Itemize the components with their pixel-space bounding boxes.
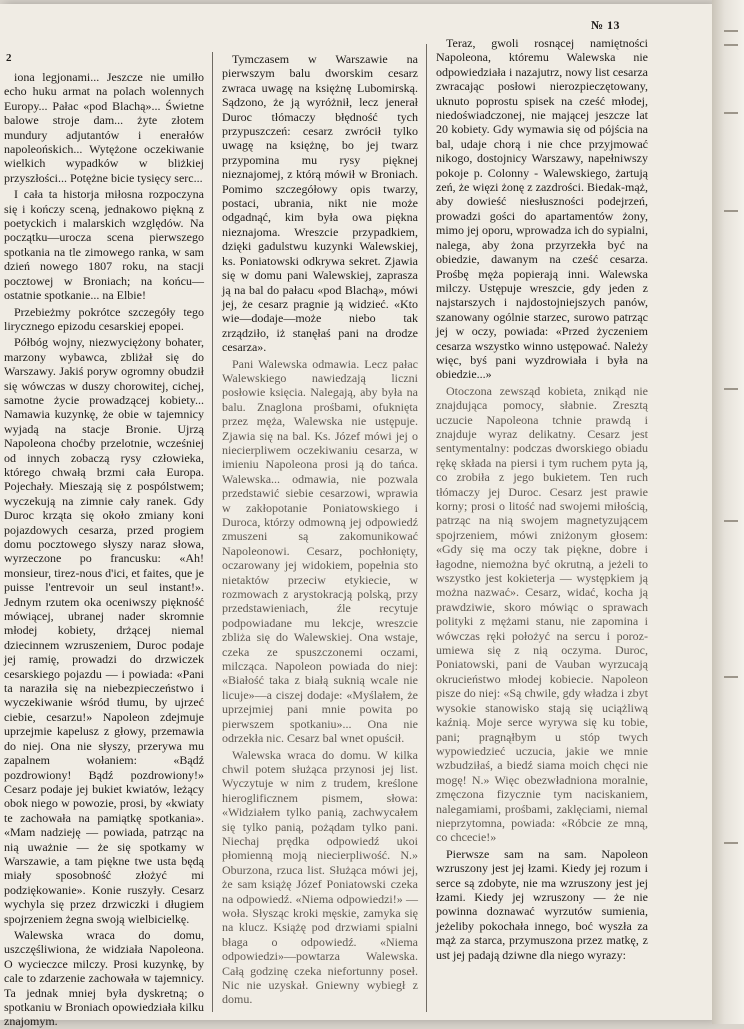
text-column-1: [4, 70, 204, 1029]
paragraph: Teraz, gwoli rosnącej namiętności Napoleona, któremu Walewska nie odpowiedziała i nazajutrz, nowy list cesarza zwracając posłowi nierozpieczętowany, uknuto poprostu spisek na cześć młodej, niedoświadczonej, nie mającej jeszcze lat 20 kobiety. Gdy wymawia się od pójścia na bal, udaje chorą i nie chce przyjmować nikogo, dostojnicy Warszawy, napełniwszy pokoje p. Colonny - Walewskiego, żartują zeń, że więzi żonę z zazdrości. Biedak-mąż, aby dowieść niesłuszności podejrzeń, prowadzi gości do apartamentów żony, mimo jej oporu, wprowadza ich do sypialni, nalega, aby żona przyrzekła być na obiedzie, dawanym na cześć cesarza. Prośbę męża popierają inni. Walewska milczy. Ustępuje wreszcie, gdy jeden z najstarszych i najdostojniejszych panów, szanowany ogólnie starzec, surowo patrząc jej w oczy, powiada: «Przed życzeniem cesarza wszystko winno ustępować. Należy więc, byś pani wyzdrowiała i była na obiedzie...»: [436, 36, 648, 382]
paragraph: Pani Walewska odmawia. Lecz pałac Walewskiego nawiedzają liczni posłowie księcia. Nalegają, aby była na balu. Znaglona prośbami, ofuknięta przez męża, Walewska nie ustępuje. Zjawia się na bal. Ks. Józef mówi jej o niecierpliwem oczekiwaniu cesarza, w imieniu Napoleona prosi ją do tańca. Walewska... odmawia, nie pozwala przedstawić siebie cesarzowi, wprawia w zakłopotanie Poniatowskiego i Duroca, którzy odmowną jej odpowiedź zmuszeni są zakomunikować Napoleonowi. Cesarz, pochłonięty, oczarowany jej widokiem, popełnia sto nietaktów przeciw etykiecie, w rozmowach z arystokracją polską, przy przedstawieniach, źle recytuje podpowiadane mu lekcje, wreszcie zbliża się do Walewskiej. Ona wstaje, czeka ze spuszczonemi oczami, milcząca. Napoleon powiada do niej: «Białość taka z białą suknią wcale nie licuje»—a ciszej dodaje: «Myślałem, że uprzejmiej pani mnie powita po pierwszem spotkaniu»... Ona nie odrzekła nic. Cesarz bal wnet opuścił.: [222, 356, 418, 746]
paragraph: Walewska wraca do domu. W kilka chwil potem służąca przynosi jej list. Wyczytuje w nim z trudem, kreślone hieroglificznem pismem, słowa: «Widziałem tylko panią, zachwycałem się tylko panią, pożądam tylko pani. Niechaj prędka odpowiedź ukoi płomienną moją niecierpliwość. N.» Oburzona, rzuca list. Służąca mówi jej, że sam książę Józef Poniatowski czeka na odpowiedź. «Niema odpowiedzi!» — woła. Słysząc kroki męskie, zamyka się na klucz. Książę pod drzwiami spialni błaga o odpowiedź. «Niema odpowiedzi»—powtarza Walewska. Całą godzinę czeka niefortunny poseł. Nic nie uzyskał. Gniewny wybiegł z domu.: [222, 747, 418, 1007]
paragraph: Przebieżmy pokrótce szczegóły tego lirycznego epizodu cesarskiej epopei.: [4, 304, 204, 333]
paragraph: Otoczona zewsząd kobieta, znikąd nie znajdująca pomocy, słabnie. Zresztą uczucie Napoleona tchnie prawdą i znajduje wyraz delikatny. Cesarz jest sentymentalny: podczas dworskiego obiadu rękę składa na piersi i tym ruchem pyta ją, co zrobiła z jego bukietem. Ten ruch tłómaczy jej Duroc. Cesarz jest prawie korny; prosi o litość nad swojemi miłością, patrząc na nią swojem magnetyzującem spojrzeniem, mówi zniżonym głosem: «Gdy się ma oczy tak piękne, dobre i łagodne, niemożna być okrutną, a jeżeli to wszystko jest kokieterja — występkiem ją można nazwać». Cesarz, widać, kocha ją prawdziwie, skoro mówiąc o sprawach polityki z mężami stanu, nie zapomina i wówczas ręki położyć na sercu i porozumiewa się z nią oczyma. Duroc, Poniatowski, pani de Vauban wyrzucają okrucieństwo młodej kobiecie. Napoleon pisze do niej: «Są chwile, gdy władza i zbyt wysokie stanowisko stają się uciążliwą kaźnią. Moje serce wyrywa się ku tobie, pani; pragnąłbym u stóp twych wypowiedzieć uczucia, jakie we mnie wzbudziłaś, a biedź siama moich chęci nie mogę! N.» Więc obezwładniona moralnie, zmęczona fizycznie tym naciskaniem, nalegamiami, prośbami, zaklęciami, niemal nieprzytomna, powiada: «Róbcie ze mną, co chcecie!»: [436, 383, 648, 845]
page-number-right: № 13: [590, 18, 620, 32]
newspaper-page: [0, 4, 712, 1029]
column-divider: [212, 52, 213, 1012]
paragraph: Tymczasem w Warszawie na pierwszym balu dworskim cesarz zwraca uwagę na księżnę Lubomirską. Sądzono, że ją wyróżnił, lecz jenerał Duroc tłómaczy błędność tych przypuszczeń: cesarz zwrócił tylko uwagę na księżnę, bo jej twarz przypomina mu rysy pięknej nieznajomej, z którą mówił w Broniach. Pomimo szczegółowy opis twarzy, postaci, ubrania, nikt nie może odgadnąć, kim była owa piękna nieznajoma. Wreszcie przypadkiem, dzięki gadulstwu kuzynki Walewskiej, ks. Poniatowski odkrywa sekret. Zjawia się w domu pani Walewskiej, zaprasza ją na bal do pałacu «pod Blachą», mówi jej, że cesarz pragnie ją widzieć. «Kto wie—dodaje—może niebo tak zrządziło, iż stanęłaś pani na drodze cesarza».: [222, 52, 418, 355]
page-number-left: 2: [6, 52, 12, 64]
paragraph: I cała ta historja miłosna rozpoczyna się i kończy sceną, jednakowo piękną z poetyckich i malarskich względów. Na początku—urocza scena pierwszego spotkania na tle zimowego ranka, w sam dzień nowego 1807 roku, na stacji pocztowej w Broniach; na końcu—ostatnie spotkanie... na Elbie!: [4, 187, 204, 303]
paragraph: Pierwsze sam na sam. Napoleon wzruszony jest jej łzami. Kiedy jej rozum i serce są zdobyte, nie ma wzruszony jest jej łzami. Kiedy jej wzruszony — że nie powinna doznawać wyrzutów sumienia, jeżeliby pokochała innego, boć wyszła za mąż za starca, przymuszona przez matkę, z ust jej padają dziwne dla niego wyrazy:: [436, 846, 648, 962]
text-column-2: [222, 52, 418, 1007]
paragraph: iona legjonami... Jeszcze nie umilło echo huku armat na polach wolennych Europy... Pałac «pod Blachą»... Świetne balowe stroje dam... żyte złotem mundury adjutantów i enerałów napoleońskich... Wytężone oczekiwanie wielkich wypadków w bliżkiej przyszłości... Potężne bicie tysięcy serc...: [4, 70, 204, 185]
paragraph: Walewska wraca do domu, uszczęśliwiona, że widziała Napoleona. O wycieczce milczy. Prosi kuzynkę, by cale to zdarzenie zachowała w tajemnicy. Ta jednak mniej była dyskretną; o spotkaniu w Broniach opowiedziała kilku znajomym.: [4, 927, 204, 1029]
text-column-3: [436, 36, 648, 986]
adjacent-page-edge: [712, 0, 744, 1024]
paragraph: Półbóg wojny, niezwyciężony bohater, marzony wybawca, zbliżał się do Warszawy. Jakiś poryw ogromny obudził się wówczas w duszy chorowitej, cichej, samotne życie prowadzącej kobiety... Namawia kuzynkę, że obie w tajemnicy wyjadą na stacje Bronie. Ujrzą Napoleona choćby przelotnie, wcześniej od innych zobaczą rysy człowieka, którego chwałą brzmi cała Europa. Pojechały. Mieszają się z pospólstwem; wyczekują na zimnie cały ranek. Gdy Duroc krząta się około zmiany koni pojazdowych cesarza, przed progiem domu pocztowego słyszy naraz słowa, wyrzeczone po francusku: «Ah! monsieur, tirez-nous d'ici, et faites, que je puisse l'entrevoir un seul instant!». Jednym rzutem oka oceniwszy piękność mówiącej, ubranej nader skromnie młodej kobiety, drżącej niemal dziecinnem wzruszeniem, Duroc podaje jej ramię, prowadzi do drzwiczek cesarskiego pojazdu — i powiada: «Pani ta naraziła się na niebezpieczeństwo i wyczekiwanie wśród tłumu, by ujrzeć ciebie, cesarzu!» Napoleon zdejmuje uprzejmie kapelusz z głowy, przemawia do niej. Ona nie słyszy, przerywa mu zapalnem wołaniem: «Bądź pozdrowiony! Bądź pozdrowiony!» Cesarz podaje jej bukiet kwiatów, leżący obok niego w powozie, prosi, by «kwiaty te zachowała na pamiątkę spotkania». «Mam nadzieję — powiada, patrząc na nią uważnie — że się spotkamy w Warszawie, a tam piękne twe usta będą miały sposobność złożyć mi podziękowanie». Konie ruszyły. Cesarz wychyla się przez drzwiczki i długiem spojrzeniem żegna swoją wielbicielkę.: [4, 335, 204, 926]
column-divider: [426, 44, 427, 1012]
